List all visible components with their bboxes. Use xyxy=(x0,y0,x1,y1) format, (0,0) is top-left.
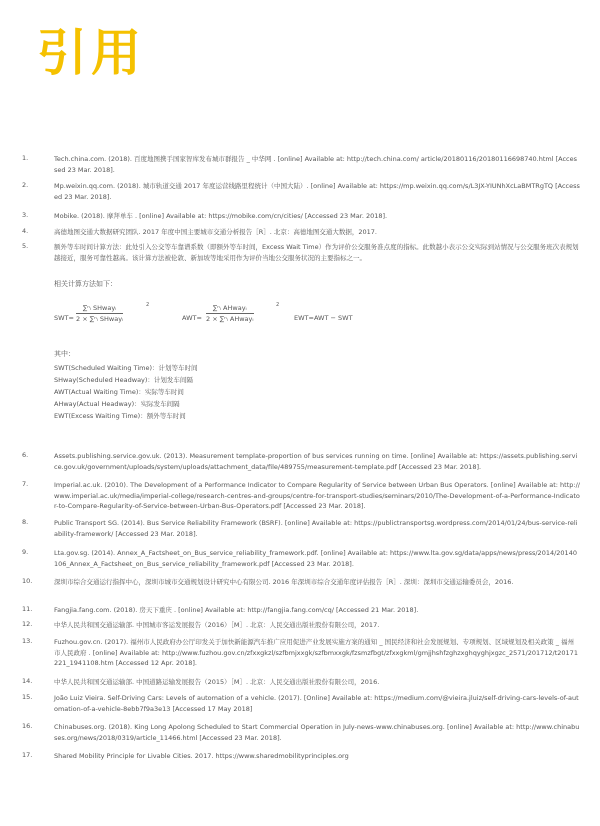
swt-exponent: 2 xyxy=(146,302,150,308)
reference-number: 15. xyxy=(22,693,33,701)
awt-numerator: ∑ⁿᵢ AHwayᵢ xyxy=(206,304,254,314)
reference-number: 5. xyxy=(22,242,29,250)
reference-text: Mp.weixin.qq.com. (2018). 城市轨道交通 2017 年度运营线路里程统计（中国大陆）. [online] Available at: https://mp.weixin.qq.com/s/L3JX-YIUNhXcLaBMTRgTQ [Accessed 23 Mar. 2018]. xyxy=(54,182,580,201)
reference-number: 7. xyxy=(22,480,29,488)
reference-number: 3. xyxy=(22,211,29,219)
definition-item: SHway(Scheduled Headway)：计划发车间隔 xyxy=(54,376,193,384)
awt-denominator: 2 × ∑ⁿᵢ AHwayᵢ xyxy=(206,315,254,323)
definition-item: AHway(Actual Headway)：实际发车间隔 xyxy=(54,400,180,408)
reference-text: 深圳市综合交通运行指挥中心，深圳市城市交通规划设计研究中心有限公司. 2016 年深圳市综合交通年度评估报告［R］. 深圳：深圳市交通运输委员会，2016. xyxy=(54,578,514,586)
reference-number: 13. xyxy=(22,637,33,645)
reference-number: 12. xyxy=(22,620,33,628)
ewt-formula: EWT=AWT − SWT xyxy=(294,314,353,322)
reference-number: 1. xyxy=(22,154,29,162)
reference-text: João Luiz Vieira. Self-Driving Cars: Levels of automation of a vehicle. (2017). [Online] Available at: https://medium.com/@vieira.jluiz/self-driving-cars-levels-of-automation-of-a-vehicle-8ebb7f9a3e13 [Accessed 17 May 2018] xyxy=(54,694,579,713)
reference-text: Mobike. (2018). 摩拜单车 . [online] Available at: https://mobike.com/cn/cities/ [Accessed 23 Mar. 2018]. xyxy=(54,212,388,220)
reference-number: 16. xyxy=(22,722,33,730)
reference-number: 4. xyxy=(22,227,29,235)
definitions-list xyxy=(54,362,454,422)
reference-text: Tech.china.com. (2018). 百度地图携手国家智库发布城市群报告 _ 中华网 . [online] Available at: http://tech.china.com/ article/20180116/20180116698740.html [Accessed 23 Mar. 2018]. xyxy=(54,155,577,174)
reference-text: Fuzhou.gov.cn. (2017). 福州市人民政府办公厅印发关于加快新能源汽车推广应用促进产业发展实施方案的通知 _ 国民经济和社会发展规划、专项规划、区域规划及相关政策 _ 福州市人民政府 . [online] Available at: http://www.fuzhou.gov.cn/zfxxgkzl/szfbmjxxgk/szfbmxxgk/fzsmzfbgt/zfxxgkml/gmjjhshfzghzxghqyghjxgzc_2571/201712/t20171221_1941108.htm [Accessed 12 Apr. 2018]. xyxy=(54,638,578,667)
reference-number: 2. xyxy=(22,181,29,189)
reference-number: 17. xyxy=(22,751,33,759)
awt-label: AWT= xyxy=(182,314,202,322)
reference-number: 10. xyxy=(22,577,33,585)
reference-text: 中华人民共和国交通运输部. 中国城市客运发展报告（2016）［M］. 北京：人民交通出版社股份有限公司，2017. xyxy=(54,621,380,629)
definition-item: SWT(Scheduled Waiting Time)：计划等车时间 xyxy=(54,364,198,372)
reference-text: 额外等车时间计算方法：此处引入公交等车靠谱系数（即额外等车时间，Excess Wait Time）作为评价公交服务准点度的指标。此数越小表示公交实际到站情况与公交服务班次表规划越接近，服务可靠性越高。该计算方法被伦敦、新加坡等地采用作为评价当地公交服务状况的主要指标之一。 xyxy=(54,243,579,262)
reference-text: Assets.publishing.service.gov.uk. (2013). Measurement template-proportion of bus services running on time. [online] Available at: https://assets.publishing.service.gov.uk/government/uploads/system/uploads/attachment_data/file/489755/measurement-template.pdf [Accessed 23 Mar. 2018]. xyxy=(54,452,578,471)
formula-intro: 相关计算方法如下： xyxy=(54,280,117,288)
definition-item: AWT(Actual Waiting Time)：实际等车时间 xyxy=(54,388,184,396)
reference-text: Shared Mobility Principle for Livable Cities. 2017. https://www.sharedmobilityprinciples.org xyxy=(54,752,349,760)
swt-numerator: ∑ⁿᵢ SHwayᵢ xyxy=(76,304,123,314)
swt-denominator: 2 × ∑ⁿᵢ SHwayᵢ xyxy=(76,315,124,323)
reference-text: 高德地图交通大数据研究团队. 2017 年度中国主要城市交通分析报告［R］. 北京：高德地图交通大数据，2017. xyxy=(54,228,377,236)
page-title: 引用 xyxy=(37,24,145,82)
reference-number: 9. xyxy=(22,548,29,556)
reference-number: 8. xyxy=(22,518,29,526)
reference-number: 6. xyxy=(22,451,29,459)
awt-exponent: 2 xyxy=(276,302,280,308)
swt-label: SWT= xyxy=(54,314,74,322)
definition-item: EWT(Excess Waiting Time)：额外等车时间 xyxy=(54,412,186,420)
swt-fraction xyxy=(76,304,123,323)
reference-text: Chinabuses.org. (2018). King Long Apolong Scheduled to Start Commercial Operation in July-news-www.chinabuses.org. [online] Available at: http://www.chinabuses.org/news/2018/0319/article_11466.html [Accessed 23 Mar. 2018]. xyxy=(54,723,580,742)
reference-text: 中华人民共和国交通运输部. 中国道路运输发展报告（2015）［M］. 北京：人民交通出版社股份有限公司，2016. xyxy=(54,678,380,686)
reference-text: Lta.gov.sg. (2014). Annex_A_Factsheet_on_Bus_service_reliability_framework.pdf. [online] Available at: https://www.lta.gov.sg/data/apps/news/press/2014/20140106_Annex_A_Factsheet_on_Bus_service_reliability_framework.pdf [Accessed 23 Mar. 2018]. xyxy=(54,549,577,568)
reference-number: 14. xyxy=(22,677,33,685)
reference-text: Public Transport SG. (2014). Bus Service Reliability Framework (BSRF). [online] Available at: https://publictransportsg.wordpress.com/2014/01/24/bus-service-reliability-framework/ [Accessed 23 Mar. 2018]. xyxy=(54,519,578,538)
reference-number: 11. xyxy=(22,605,33,613)
formula-where: 其中： xyxy=(54,350,75,358)
awt-fraction xyxy=(206,304,254,323)
reference-text: Imperial.ac.uk. (2010). The Development of a Performance Indicator to Compare Regularity of Service between Urban Bus Operators. [online] Available at: http://www.imperial.ac.uk/media/imperial-college/research-centres-and-groups/centre-for-transport-studies/seminars/2010/The-Development-of-a-Performance-Indicator-to-Compare-Regularity-of-Service-between-Urban-Bus-Operators.pdf [Accessed 23 Mar. 2018]. xyxy=(54,481,580,510)
reference-text: Fangjia.fang.com. (2018). 房天下重庆 . [online] Available at: http://fangjia.fang.com/cq/ [Accessed 21 Mar. 2018]. xyxy=(54,606,419,614)
formula-block xyxy=(54,302,514,336)
